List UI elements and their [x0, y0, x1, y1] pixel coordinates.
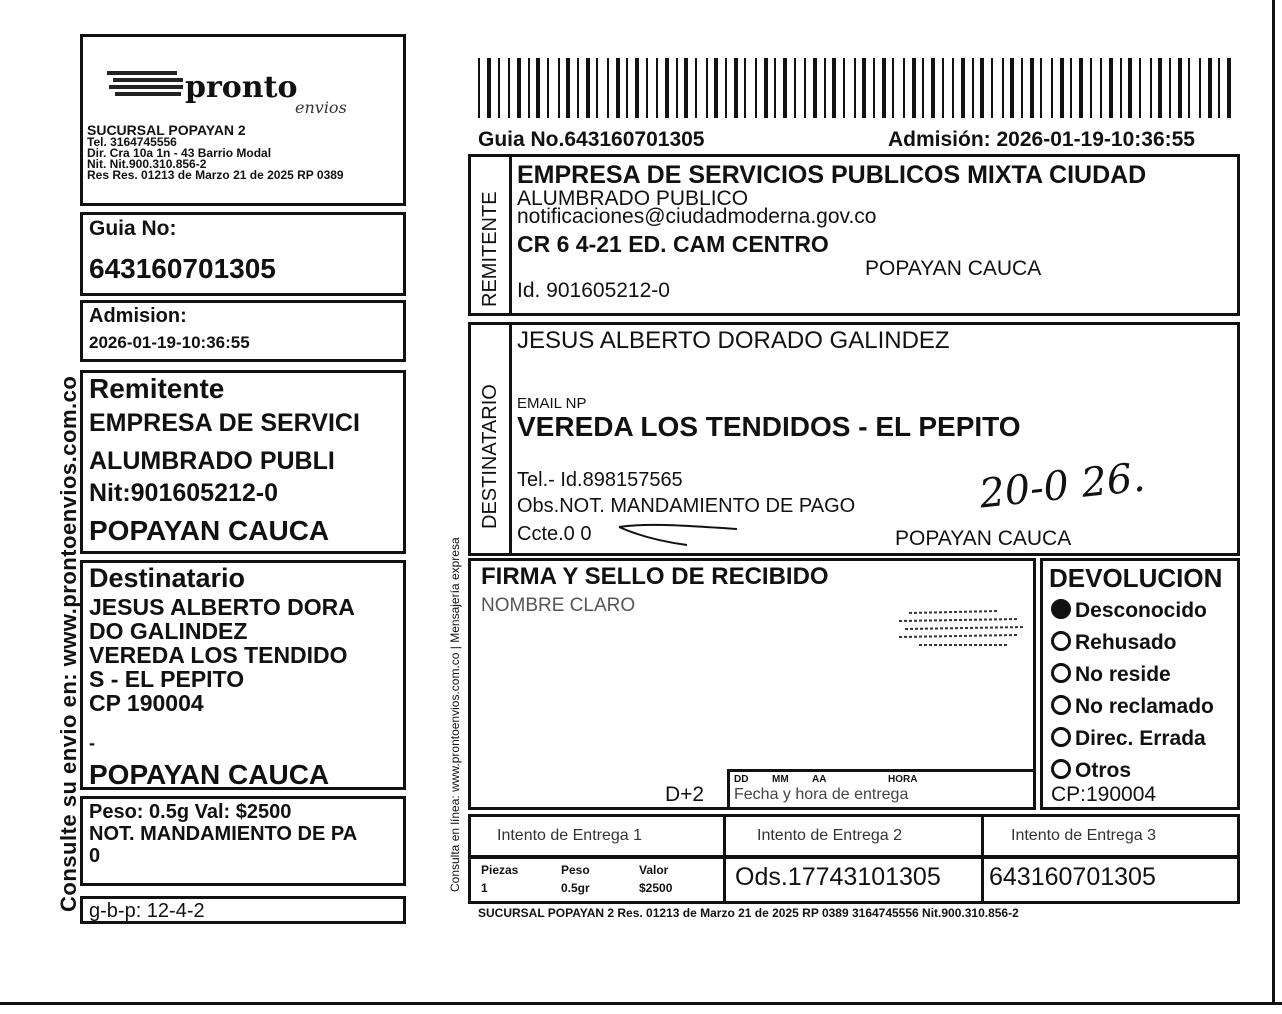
signature-stamp-icon: [899, 605, 1029, 655]
header-dir: Dir. Cra 10a 1n - 43 Barrio Modal: [87, 146, 272, 160]
barcode-bar: [1188, 58, 1190, 118]
barcode-bar: [991, 58, 993, 118]
svg-text:envios: envios: [295, 98, 347, 117]
barcode-bar: [1227, 58, 1231, 118]
piezas-divider: [723, 859, 726, 901]
right-remitente-line6: Id. 901605212-0: [517, 279, 670, 302]
pronto-logo-icon: [105, 61, 395, 121]
left-header-box: [80, 34, 406, 206]
barcode-bar: [1199, 58, 1201, 118]
barcode-bar: [980, 58, 984, 118]
left-destinatario-line5: CP 190004: [89, 690, 204, 716]
barcode-bar: [1218, 58, 1220, 118]
left-peso-line3: 0: [89, 845, 101, 867]
barcode-bar: [744, 58, 746, 118]
barcode-bar: [607, 58, 609, 118]
barcode-bar: [725, 58, 727, 118]
left-destinatario-box: [80, 560, 406, 790]
barcode-bar: [1090, 58, 1092, 118]
radio-icon[interactable]: [1051, 631, 1071, 651]
barcode-bar: [873, 58, 875, 118]
right-guia-no: Guia No.643160701305: [478, 128, 705, 151]
right-remitente-line3: notificaciones@ciudadmoderna.gov.co: [517, 205, 877, 228]
barcode-bar: [952, 58, 954, 118]
barcode-bar: [714, 58, 718, 118]
barcode-bar: [882, 58, 886, 118]
barcode-bar: [656, 58, 658, 118]
firma-nombre: NOMBRE CLARO: [481, 595, 636, 616]
barcode-bar: [706, 58, 708, 118]
firma-hora: HORA: [888, 774, 918, 785]
right-destinatario-line1: JESUS ALBERTO DORADO GALINDEZ: [517, 327, 950, 354]
radio-icon[interactable]: [1051, 759, 1071, 779]
barcode-bar: [824, 58, 826, 118]
header-nit: Nit. Nit.900.310.856-2: [87, 157, 207, 171]
barcode-bar: [676, 58, 678, 118]
left-gbp: g-b-p: 12-4-2: [89, 900, 205, 922]
barcode-bar: [764, 58, 768, 118]
barcode-bar: [596, 58, 598, 118]
intento-3: Intento de Entrega 3: [1011, 827, 1156, 844]
barcode-bar: [1060, 58, 1064, 118]
piezas-v3: $2500: [639, 881, 673, 895]
left-destinatario-title: Destinatario: [89, 563, 246, 593]
barcode-bar: [804, 58, 806, 118]
barcode-bar: [1178, 58, 1182, 118]
devolucion-title: DEVOLUCION: [1049, 563, 1223, 593]
barcode-bar: [665, 58, 669, 118]
barcode-bar: [1150, 58, 1152, 118]
barcode-bar: [734, 58, 738, 118]
barcode-bar: [1010, 58, 1014, 118]
intento-divider: [981, 817, 984, 855]
left-remitente-title: Remitente: [89, 373, 225, 404]
ods-number: Ods.17743101305: [735, 863, 941, 891]
barcode-bar: [774, 58, 776, 118]
pronto-logo: [105, 61, 395, 121]
handwritten-date: 20-0 26.: [977, 454, 1148, 518]
right-admision: Admisión: 2026-01-19-10:36:55: [888, 128, 1195, 151]
barcode-bar: [903, 58, 905, 118]
barcode-bar: [1079, 58, 1083, 118]
barcode-bar: [577, 58, 579, 118]
left-remitente-line2: ALUMBRADO PUBLI: [89, 447, 335, 475]
radio-icon[interactable]: [1051, 695, 1071, 715]
barcode-bar: [942, 58, 944, 118]
barcode-bar: [684, 58, 688, 118]
page-right-edge: [1272, 0, 1275, 1004]
piezas-row: [468, 856, 1240, 904]
right-destinatario-line2: EMAIL NP: [517, 395, 587, 412]
barcode-bar: [586, 58, 590, 118]
firma-box: [468, 558, 1036, 810]
barcode: [478, 58, 1238, 120]
barcode-bar: [1128, 58, 1132, 118]
left-guia-value: 643160701305: [89, 253, 276, 284]
right-remitente-line4: CR 6 4-21 ED. CAM CENTRO: [517, 231, 829, 257]
barcode-bar: [478, 58, 480, 118]
barcode-bar: [931, 58, 935, 118]
logo-text: pronto: [185, 70, 298, 105]
radio-icon[interactable]: [1051, 727, 1071, 747]
barcode-bar: [695, 58, 697, 118]
header-sucursal: SUCURSAL POPAYAN 2: [87, 122, 246, 138]
barcode-bar: [1139, 58, 1141, 118]
page-bottom-edge: [0, 1002, 1282, 1005]
piezas-h3: Valor: [639, 863, 669, 877]
firma-aa: AA: [812, 774, 827, 785]
devolucion-box: [1040, 558, 1240, 810]
left-admision-box: [80, 300, 406, 362]
devolucion-option[interactable]: Direc. Errada: [1051, 723, 1214, 755]
left-gbp-box: [80, 896, 406, 924]
barcode-bar: [1021, 58, 1023, 118]
barcode-bar: [922, 58, 924, 118]
left-destinatario-line4: S - EL PEPITO: [89, 666, 245, 692]
barcode-bar: [843, 58, 845, 118]
piezas-v1: 1: [481, 881, 488, 895]
firma-title: FIRMA Y SELLO DE RECIBIDO: [481, 563, 829, 590]
left-destinatario-line1: JESUS ALBERTO DORA: [89, 594, 355, 620]
devolucion-option[interactable]: Rehusado: [1051, 627, 1214, 659]
left-guia-box: [80, 212, 406, 296]
right-side-text-content: Consulta en línea: www.prontoenvios.com.co | Mensajería expresa: [448, 537, 462, 892]
left-remitente-line4: POPAYAN CAUCA: [89, 515, 330, 546]
barcode-bar: [1208, 58, 1212, 118]
left-remitente-box: [80, 370, 406, 554]
barcode-bar: [912, 58, 916, 118]
barcode-bar: [547, 58, 549, 118]
firma-fecha: Fecha y hora de entrega: [734, 786, 909, 803]
barcode-bar: [508, 58, 510, 118]
left-destinatario-line2: DO GALINDEZ: [89, 618, 248, 644]
barcode-bar: [1100, 58, 1102, 118]
piezas-v2: 0.5gr: [561, 881, 590, 895]
right-remitente-line1: EMPRESA DE SERVICIOS PUBLICOS MIXTA CIUDAD: [517, 161, 1147, 189]
right-remitente-box: [468, 154, 1240, 316]
barcode-bar: [862, 58, 866, 118]
barcode-bar: [626, 58, 628, 118]
firma-dd: DD: [734, 774, 749, 785]
barcode-bar: [646, 58, 648, 118]
barcode-bar: [832, 58, 836, 118]
devolucion-option[interactable]: No reclamado: [1051, 691, 1214, 723]
right-remitente-line2: ALUMBRADO PUBLICO: [517, 187, 749, 210]
left-guia-label: Guia No:: [89, 217, 177, 240]
barcode-bar: [1169, 58, 1171, 118]
guia-bottom: 643160701305: [989, 863, 1156, 891]
devolucion-options: [1051, 595, 1214, 787]
devolucion-cp: CP:190004: [1051, 783, 1157, 806]
barcode-bars: [478, 58, 1238, 120]
barcode-bar: [813, 58, 817, 118]
firma-date-cell: [727, 769, 1036, 810]
intento-2: Intento de Entrega 2: [757, 827, 902, 844]
piezas-h2: Peso: [561, 863, 590, 877]
barcode-bar: [1120, 58, 1122, 118]
radio-checked-icon[interactable]: [1051, 599, 1071, 619]
intento-divider: [723, 817, 726, 855]
intento-1: Intento de Entrega 1: [497, 827, 642, 844]
header-res: Res Res. 01213 de Marzo 21 de 2025 RP 0389: [87, 168, 344, 182]
barcode-bar: [498, 58, 500, 118]
devolucion-option[interactable]: Otros: [1051, 755, 1214, 787]
right-destinatario-line7: POPAYAN CAUCA: [895, 527, 1072, 550]
barcode-bar: [1051, 58, 1053, 118]
right-destinatario-line4: Tel.- Id.898157565: [517, 469, 683, 491]
left-destinatario-line3: VEREDA LOS TENDIDO: [89, 642, 348, 668]
barcode-bar: [1070, 58, 1072, 118]
barcode-bar: [783, 58, 787, 118]
barcode-bar: [536, 58, 540, 118]
barcode-bar: [1040, 58, 1042, 118]
right-destinatario-box: [468, 322, 1240, 556]
left-destinatario-line6: -: [89, 733, 95, 753]
header-tel: Tel. 3164745556: [87, 135, 177, 149]
right-destinatario-line3: VEREDA LOS TENDIDOS - EL PEPITO: [517, 411, 1021, 442]
firma-d2: D+2: [665, 783, 705, 806]
left-admision-label: Admision:: [89, 305, 187, 327]
barcode-bar: [1158, 58, 1162, 118]
barcode-bar: [487, 58, 491, 118]
piezas-h1: Piezas: [481, 863, 519, 877]
barcode-bar: [528, 58, 530, 118]
right-remitente-line5: POPAYAN CAUCA: [865, 257, 1042, 280]
barcode-bar: [892, 58, 894, 118]
barcode-bar: [566, 58, 570, 118]
intentos-row: [468, 814, 1240, 858]
left-admision-value: 2026-01-19-10:36:55: [89, 333, 250, 352]
left-destinatario-line7: POPAYAN CAUCA: [89, 759, 330, 790]
barcode-bar: [616, 58, 620, 118]
left-side-url-text: Consulte su envio en: www.prontoenvios.com.co: [56, 375, 81, 912]
barcode-bar: [635, 58, 639, 118]
barcode-bar: [794, 58, 796, 118]
barcode-bar: [854, 58, 856, 118]
devolucion-option[interactable]: Desconocido: [1051, 595, 1214, 627]
handwritten-stroke-icon: [617, 519, 747, 549]
right-destinatario-line5: Obs.NOT. MANDAMIENTO DE PAGO: [517, 495, 856, 517]
right-destinatario-line6: Ccte.0 0: [517, 523, 592, 545]
right-remitente-label: REMITENTE: [479, 191, 501, 307]
left-peso-line1: Peso: 0.5g Val: $2500: [89, 801, 292, 823]
barcode-bar: [1030, 58, 1034, 118]
left-peso-line2: NOT. MANDAMIENTO DE PA: [89, 823, 358, 845]
firma-mm: MM: [772, 774, 789, 785]
barcode-bar: [558, 58, 560, 118]
left-peso-box: [80, 796, 406, 886]
barcode-bar: [1109, 58, 1113, 118]
barcode-bar: [961, 58, 965, 118]
right-footer: SUCURSAL POPAYAN 2 Res. 01213 de Marzo 21 de 2025 RP 0389 3164745556 Nit.900.310.856-2: [478, 906, 1019, 920]
devolucion-option[interactable]: No reside: [1051, 659, 1214, 691]
radio-icon[interactable]: [1051, 663, 1071, 683]
left-remitente-line3: Nit:901605212-0: [89, 479, 279, 507]
barcode-bar: [517, 58, 521, 118]
barcode-bar: [972, 58, 974, 118]
piezas-divider: [981, 859, 984, 901]
barcode-bar: [755, 58, 757, 118]
barcode-bar: [1002, 58, 1004, 118]
left-remitente-line1: EMPRESA DE SERVICI: [89, 409, 360, 437]
right-destinatario-label: DESTINATARIO: [479, 384, 501, 529]
